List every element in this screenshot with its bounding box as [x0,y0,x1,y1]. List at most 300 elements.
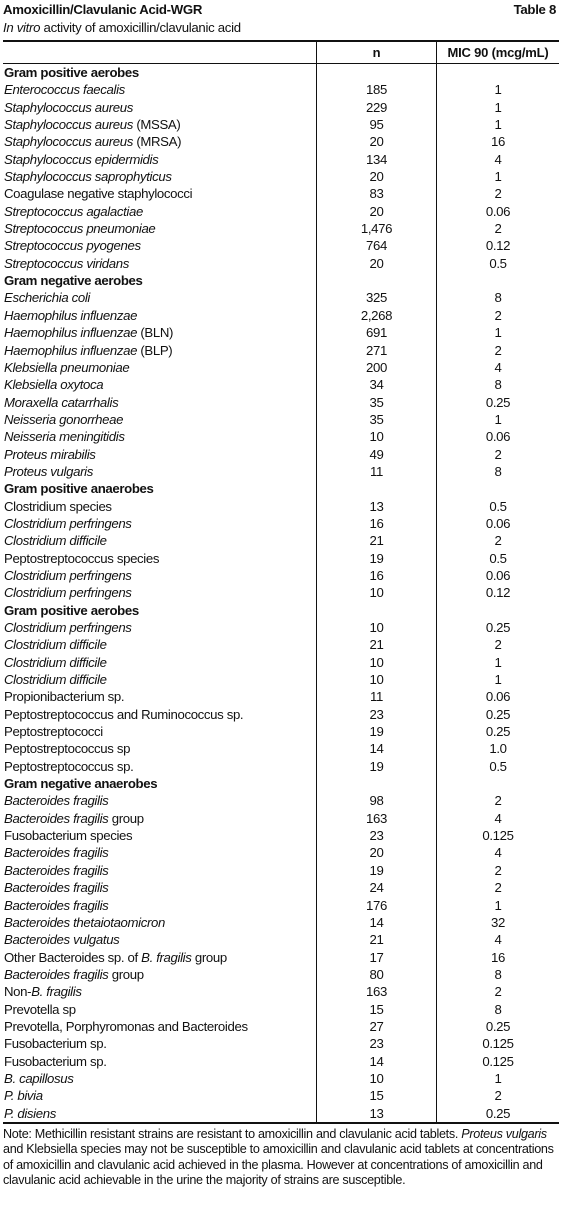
mic-cell: 0.5 [436,498,559,515]
organism-text: Streptococcus pneumoniae [4,221,156,237]
table-row [3,1070,559,1087]
header-n: n [316,42,436,63]
n-cell: 23 [316,706,436,723]
n-cell: 16 [316,567,436,584]
mic-cell: 1 [436,654,559,671]
table-row [3,359,559,376]
section-header-row [3,480,559,497]
organism-cell [3,376,316,393]
mic-cell: 4 [436,810,559,827]
mic-cell [436,602,559,619]
organism-text: Other Bacteroides sp. of [4,949,142,965]
organism-text: Fusobacterium sp. [4,1053,107,1069]
mic-cell: 8 [436,966,559,983]
table-row [3,1001,559,1018]
table-row [3,1105,559,1122]
organism-text: Streptococcus pyogenes [4,238,141,254]
table-row [3,879,559,896]
organism-text: Bacteroides vulgatus [4,932,120,948]
n-cell: 2,268 [316,307,436,324]
table-row [3,237,559,254]
organism-cell [3,168,316,185]
organism-cell [3,289,316,306]
organism-text: Clostridium difficile [4,533,107,549]
organism-text: Haemophilus influenzae [4,325,138,341]
n-cell: 21 [316,931,436,948]
n-cell: 23 [316,1035,436,1052]
organism-cell [3,862,316,879]
table-row [3,550,559,567]
n-cell: 15 [316,1001,436,1018]
organism-cell [3,792,316,809]
organism-text: Peptostreptococcus sp. [4,758,134,774]
header-mic: MIC 90 (mcg/mL) [436,42,559,63]
organism-text: Peptostreptococcus species [4,550,160,566]
organism-cell [3,446,316,463]
organism-text: Clostridium difficile [4,672,107,688]
table-row [3,532,559,549]
table-row [3,289,559,306]
organism-text: (BLP) [137,342,173,358]
organism-text: Staphylococcus saprophyticus [4,169,172,185]
organism-text: Bacteroides fragilis [4,897,109,913]
mic-cell: 1 [436,1070,559,1087]
table-row [3,498,559,515]
organism-cell [3,203,316,220]
table-row [3,844,559,861]
n-cell: 20 [316,168,436,185]
n-cell: 134 [316,151,436,168]
organism-text: Clostridium species [4,498,112,514]
document-page [3,1,559,1188]
mic-cell: 0.06 [436,203,559,220]
n-cell: 10 [316,619,436,636]
mic-cell: 0.5 [436,758,559,775]
organism-cell [3,255,316,272]
organism-cell [3,342,316,359]
mic-cell: 8 [436,376,559,393]
mic-cell: 1 [436,897,559,914]
organism-cell [3,827,316,844]
table-row [3,931,559,948]
organism-cell [3,185,316,202]
table-row [3,827,559,844]
organism-cell [3,671,316,688]
n-cell: 80 [316,966,436,983]
mic-cell: 1 [436,81,559,98]
subtitle-text: activity of amoxicillin/clavulanic acid [40,20,241,35]
table-row [3,342,559,359]
n-cell: 95 [316,116,436,133]
n-cell: 20 [316,255,436,272]
n-cell: 200 [316,359,436,376]
note-text: Note: Methicillin resistant strains are resistant to amoxicillin and clavulanic acid tablets. [3,1126,462,1141]
mic-cell: 2 [436,342,559,359]
organism-cell [3,688,316,705]
organism-text: Peptostreptococci [4,724,103,740]
header-organism [3,42,316,63]
n-cell [316,602,436,619]
n-cell: 15 [316,1087,436,1104]
organism-text: Bacteroides fragilis [4,845,109,861]
organism-cell [3,584,316,601]
organism-text: B. capillosus [4,1070,74,1086]
table-row [3,584,559,601]
table-subtitle [3,19,559,36]
organism-cell [3,324,316,341]
mic-cell: 2 [436,792,559,809]
table-row [3,636,559,653]
table-row [3,151,559,168]
mic-cell: 1 [436,324,559,341]
mic-cell: 2 [436,983,559,1000]
organism-text: Proteus mirabilis [4,446,96,462]
organism-cell [3,931,316,948]
organism-cell [3,133,316,150]
table-row [3,914,559,931]
organism-text: group [108,966,144,982]
organism-text: Propionibacterium sp. [4,689,125,705]
mic-cell: 16 [436,133,559,150]
organism-text: Fusobacterium species [4,828,133,844]
table-row [3,463,559,480]
mic-cell: 2 [436,220,559,237]
table-row [3,688,559,705]
n-cell: 10 [316,428,436,445]
n-cell: 35 [316,394,436,411]
n-cell: 229 [316,99,436,116]
organism-cell [3,151,316,168]
organism-text: Clostridium difficile [4,654,107,670]
table-row [3,758,559,775]
table-row [3,515,559,532]
n-cell: 49 [316,446,436,463]
n-cell: 163 [316,983,436,1000]
organism-text: (MRSA) [133,134,182,150]
mic-cell: 1 [436,116,559,133]
organism-cell [3,740,316,757]
table-row [3,810,559,827]
mic-cell: 0.125 [436,1053,559,1070]
mic-cell: 2 [436,532,559,549]
organism-cell [3,307,316,324]
mic-cell: 0.5 [436,550,559,567]
n-cell: 19 [316,862,436,879]
organism-text: Enterococcus faecalis [4,82,125,98]
organism-cell [3,498,316,515]
n-cell: 17 [316,949,436,966]
section-header-row [3,272,559,289]
organism-text: Clostridium perfringens [4,515,132,531]
mic-cell: 8 [436,289,559,306]
table-label: Table 8 [513,2,556,17]
n-cell: 16 [316,515,436,532]
table-row [3,324,559,341]
n-cell: 34 [316,376,436,393]
organism-cell [3,463,316,480]
n-cell: 83 [316,185,436,202]
mic-cell: 0.25 [436,1018,559,1035]
table-row [3,671,559,688]
table-row [3,1035,559,1052]
organism-cell [3,844,316,861]
mic-cell: 2 [436,185,559,202]
n-cell: 163 [316,810,436,827]
organism-text: P. disiens [4,1105,56,1121]
section-header-row [3,64,559,81]
organism-text: Prevotella, Porphyromonas and Bacteroides [4,1018,248,1034]
title-bar [3,1,559,19]
table-row [3,1087,559,1104]
n-cell: 14 [316,914,436,931]
n-cell: 24 [316,879,436,896]
organism-cell [3,966,316,983]
organism-text: Clostridium perfringens [4,585,132,601]
organism-cell [3,567,316,584]
organism-cell [3,1105,316,1122]
mic-cell: 16 [436,949,559,966]
table-row [3,116,559,133]
section-label: Gram positive anaerobes [4,481,154,497]
note-text: Proteus vulgaris [461,1126,547,1141]
table-note [3,1124,559,1188]
n-cell: 21 [316,636,436,653]
mic-cell: 4 [436,151,559,168]
n-cell: 325 [316,289,436,306]
n-cell: 185 [316,81,436,98]
n-cell: 35 [316,411,436,428]
mic-cell: 0.12 [436,237,559,254]
n-cell: 20 [316,844,436,861]
organism-cell [3,220,316,237]
table-row [3,740,559,757]
table-row [3,411,559,428]
organism-text: Staphylococcus aureus [4,134,134,150]
organism-cell [3,515,316,532]
section-label: Gram negative anaerobes [4,776,158,792]
table-row [3,255,559,272]
table-row [3,792,559,809]
n-cell: 13 [316,498,436,515]
mic-cell: 8 [436,1001,559,1018]
table-header [3,42,559,64]
organism-text: Streptococcus viridans [4,255,129,271]
mic-cell: 1.0 [436,740,559,757]
organism-text: Neisseria meningitidis [4,429,125,445]
mic-cell: 0.12 [436,584,559,601]
document-title: Amoxicillin/Clavulanic Acid-WGR [3,2,203,17]
mic-cell: 1 [436,99,559,116]
organism-text: Bacteroides thetaiotaomicron [4,914,166,930]
organism-cell [3,1087,316,1104]
table-row [3,307,559,324]
section-header-row [3,602,559,619]
organism-text: Bacteroides fragilis [4,793,109,809]
organism-text: Staphylococcus epidermidis [4,151,159,167]
organism-cell [3,914,316,931]
table-body [3,64,559,1122]
organism-text: Streptococcus agalactiae [4,203,143,219]
mic-cell: 0.125 [436,1035,559,1052]
table-row [3,185,559,202]
organism-text: B. fragilis [141,949,192,965]
mic-cell: 2 [436,636,559,653]
organism-cell [3,237,316,254]
table-row [3,81,559,98]
table-row [3,1053,559,1070]
organism-cell [3,428,316,445]
mic-cell: 0.125 [436,827,559,844]
note-text: and Klebsiella species may not be susceptible to amoxicillin and clavulanic acid tablets at concentrations of amoxicillin and clavulanic acid achieved in the plasma. However at concentrations of amoxicillin and clavulanic acid achievable in the urine the majority of strains are susceptible. [3,1142,554,1187]
mic-cell: 0.25 [436,723,559,740]
table-row [3,376,559,393]
mic-cell: 8 [436,463,559,480]
organism-text: Fusobacterium sp. [4,1036,107,1052]
organism-text: Haemophilus influenzae [4,342,138,358]
organism-text: group [108,810,144,826]
table-row [3,654,559,671]
organism-text: Bacteroides fragilis [4,880,109,896]
organism-cell [3,949,316,966]
organism-text: Bacteroides fragilis [4,862,109,878]
organism-cell [3,897,316,914]
mic-cell: 2 [436,879,559,896]
table-row [3,168,559,185]
table-row [3,862,559,879]
organism-cell [3,394,316,411]
organism-text: Clostridium perfringens [4,620,132,635]
n-cell: 271 [316,342,436,359]
table-row [3,723,559,740]
mic-cell [436,480,559,497]
organism-text: Klebsiella pneumoniae [4,359,130,375]
n-cell [316,272,436,289]
n-cell: 19 [316,723,436,740]
organism-text: Peptostreptococcus sp [4,741,131,757]
mic-cell [436,272,559,289]
mic-cell: 1 [436,168,559,185]
mic-cell: 0.06 [436,428,559,445]
organism-text: Haemophilus influenzae [4,307,138,323]
organism-cell [3,81,316,98]
table-row [3,897,559,914]
n-cell: 21 [316,532,436,549]
n-cell: 20 [316,203,436,220]
table-row [3,220,559,237]
mic-cell: 1 [436,671,559,688]
organism-text: Neisseria gonorrheae [4,411,124,427]
organism-text: Moraxella catarrhalis [4,394,119,410]
organism-text: group [191,949,227,965]
table-row [3,446,559,463]
n-cell: 14 [316,1053,436,1070]
organism-cell [3,619,316,636]
mic-cell [436,64,559,81]
n-cell: 19 [316,550,436,567]
mic-cell: 2 [436,307,559,324]
organism-text: P. bivia [4,1088,43,1104]
table-row [3,428,559,445]
organism-text: (MSSA) [133,117,181,133]
n-cell: 176 [316,897,436,914]
organism-cell [3,879,316,896]
organism-text: B. fragilis [31,984,82,1000]
table-row [3,133,559,150]
organism-cell [3,636,316,653]
table-row [3,983,559,1000]
table-row [3,394,559,411]
table-row [3,706,559,723]
mic-cell: 0.06 [436,515,559,532]
n-cell: 11 [316,688,436,705]
organism-text: Staphylococcus aureus [4,99,134,115]
n-cell: 10 [316,1070,436,1087]
n-cell [316,775,436,792]
subtitle-italic: In vitro [3,20,41,35]
table-row [3,99,559,116]
table-row [3,1018,559,1035]
mic-cell: 0.25 [436,619,559,636]
mic-cell [436,775,559,792]
table-row [3,567,559,584]
organism-cell [3,723,316,740]
n-cell: 11 [316,463,436,480]
n-cell: 1,476 [316,220,436,237]
organism-text: Prevotella sp [4,1001,76,1017]
organism-text: Proteus vulgaris [4,463,93,479]
table-row [3,966,559,983]
organism-cell [3,550,316,567]
table-row [3,203,559,220]
mic-cell: 4 [436,359,559,376]
mic-cell: 0.06 [436,567,559,584]
organism-cell [3,359,316,376]
mic-cell: 0.25 [436,1105,559,1122]
organism-cell [3,1070,316,1087]
n-cell: 19 [316,758,436,775]
organism-text: Klebsiella oxytoca [4,377,104,393]
mic-cell: 2 [436,1087,559,1104]
organism-text: Non- [4,984,32,1000]
n-cell: 98 [316,792,436,809]
organism-text: Clostridium difficile [4,637,107,653]
organism-cell [3,983,316,1000]
mic-cell: 0.06 [436,688,559,705]
n-cell: 10 [316,671,436,688]
mic-cell: 2 [436,446,559,463]
organism-text: Coagulase negative staphylococci [4,186,193,202]
table-row [3,949,559,966]
n-cell [316,64,436,81]
n-cell: 764 [316,237,436,254]
mic-cell: 0.25 [436,706,559,723]
mic-cell: 1 [436,411,559,428]
n-cell: 10 [316,584,436,601]
n-cell: 20 [316,133,436,150]
organism-text: (BLN) [137,325,174,341]
n-cell: 23 [316,827,436,844]
n-cell: 10 [316,654,436,671]
mic-cell: 0.25 [436,394,559,411]
mic-cell: 2 [436,862,559,879]
section-label: Gram positive aerobes [4,602,139,618]
organism-cell [3,411,316,428]
organism-cell [3,1053,316,1070]
organism-text: Peptostreptococcus and Ruminococcus sp. [4,706,244,722]
organism-cell [3,532,316,549]
mic-cell: 4 [436,844,559,861]
organism-cell [3,1018,316,1035]
